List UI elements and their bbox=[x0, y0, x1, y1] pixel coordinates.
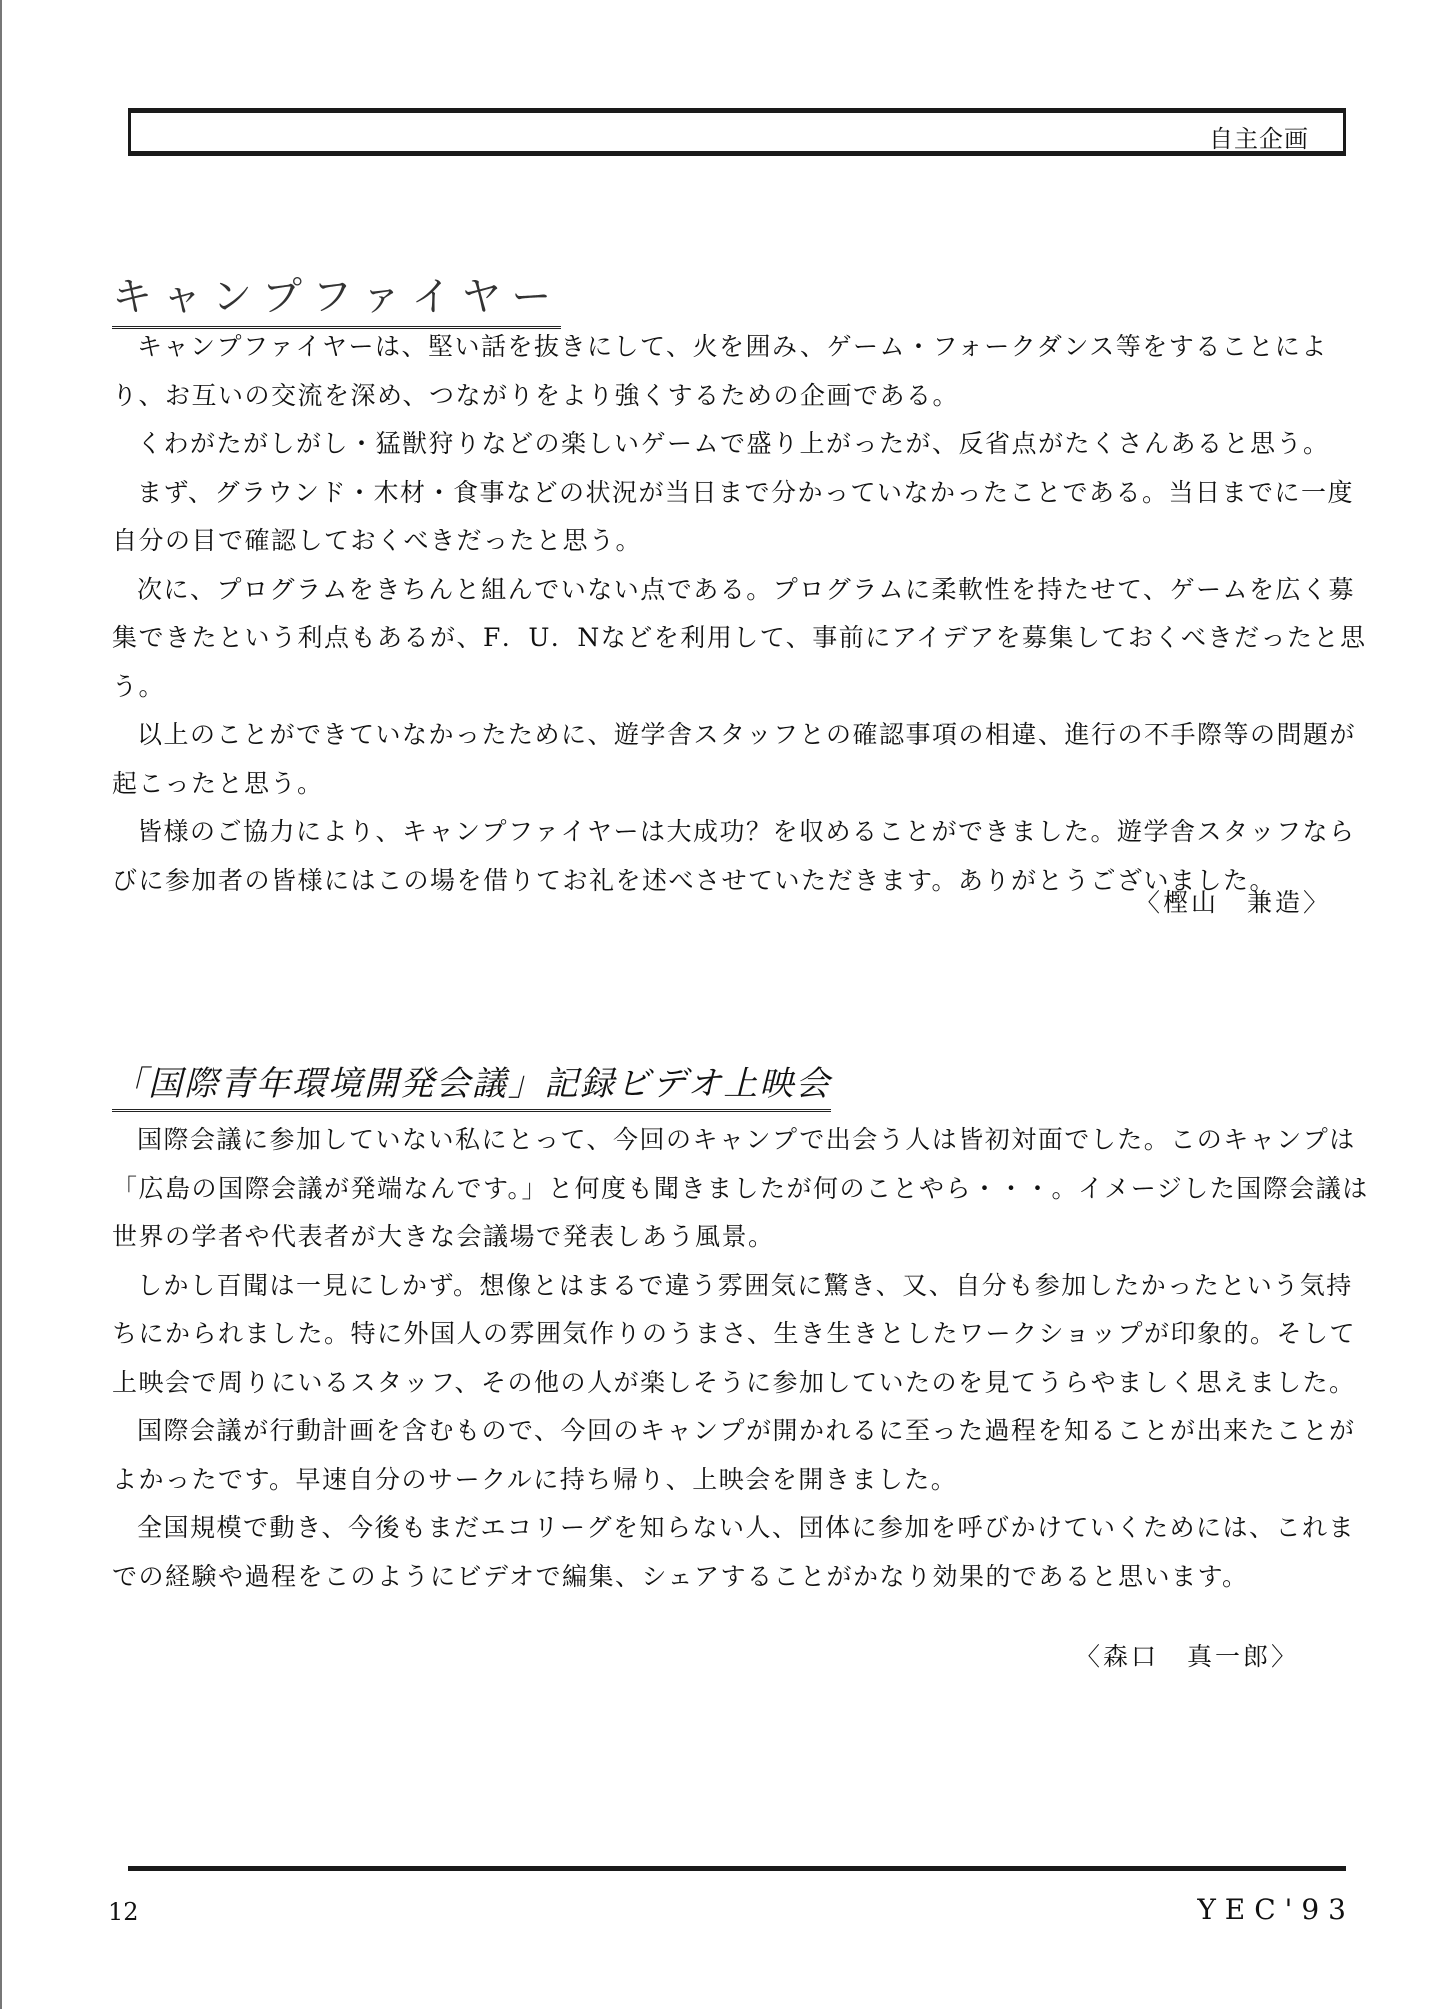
footer-divider bbox=[128, 1866, 1346, 1871]
paragraph: しかし百聞は一見にしかず。想像とはまるで違う雰囲気に驚き、又、自分も参加したかったという気持ちにかられました。特に外国人の雰囲気作りのうまさ、生き生きとしたワークショップが印象的。そして上映会で周りにいるスタッフ、その他の人が楽しそうに参加していたのを見てうらやましく思えました。 bbox=[112, 1270, 1357, 1397]
header-banner bbox=[128, 108, 1346, 156]
paragraph: 皆様のご協力により、キャンプファイヤーは大成功？を収めることができました。遊学舎スタッフならびに参加者の皆様にはこの場を借りてお礼を述べさせていただきます。ありがとうございました。 bbox=[112, 817, 1356, 895]
section-body-campfire bbox=[112, 323, 1374, 905]
author-signature-moriguchi: 〈森口 真一郎〉 bbox=[1074, 1642, 1299, 1671]
author-signature-kashiyama: 〈樫山 兼造〉 bbox=[1134, 888, 1331, 917]
paragraph: くわがたがしがし・猛獣狩りなどの楽しいゲームで盛り上がったが、反省点がたくさんあると思う。 bbox=[137, 429, 1330, 458]
header-label: 自主企画 bbox=[1209, 125, 1309, 153]
paragraph: 以上のことができていなかったために、遊学舎スタッフとの確認事項の相違、進行の不手際等の問題が起こったと思う。 bbox=[112, 720, 1357, 798]
paragraph: まず、グラウンド・木材・食事などの状況が当日まで分かっていなかったことである。当日までに一度自分の目で確認しておくべきだったと思う。 bbox=[112, 477, 1355, 555]
scan-edge bbox=[0, 0, 2, 2009]
page-number: 12 bbox=[108, 1898, 139, 1926]
section-body-video-screening bbox=[112, 1116, 1374, 1601]
paragraph: 国際会議に参加していない私にとって、今回のキャンプで出会う人は皆初対面でした。このキャンプは「広島の国際会議が発端なんです。」と何度も聞きましたが何のことやら・・・。イメージした国際会議は世界の学者や代表者が大きな会議場で発表しあう風景。 bbox=[112, 1125, 1369, 1251]
paragraph: 国際会議が行動計画を含むもので、今回のキャンプが開かれるに至った過程を知ることが出来たことがよかったです。早速自分のサークルに持ち帰り、上映会を開きました。 bbox=[112, 1416, 1356, 1494]
paragraph: 全国規模で動き、今後もまだエコリーグを知らない人、団体に参加を呼びかけていくためには、これまでの経験や過程をこのようにビデオで編集、シェアすることがかなり効果的であると思います。 bbox=[112, 1513, 1356, 1591]
section-title-video-screening: 「国際青年環境開発会議」記録ビデオ上映会 bbox=[112, 1056, 831, 1112]
journal-id: YEC'93 bbox=[1197, 1893, 1355, 1926]
paragraph: 次に、プログラムをきちんと組んでいない点である。プログラムに柔軟性を持たせて、ゲームを広く募集できたという利点もあるが、F．U．Nなどを利用して、事前にアイデアを募集しておくべきだったと思う。 bbox=[112, 574, 1367, 701]
section-title-campfire: キャンプファイヤー bbox=[112, 265, 561, 329]
paragraph: キャンプファイヤーは、堅い話を抜きにして、火を囲み、ゲーム・フォークダンス等をすることにより、お互いの交流を深め、つながりをより強くするための企画である。 bbox=[112, 332, 1328, 410]
